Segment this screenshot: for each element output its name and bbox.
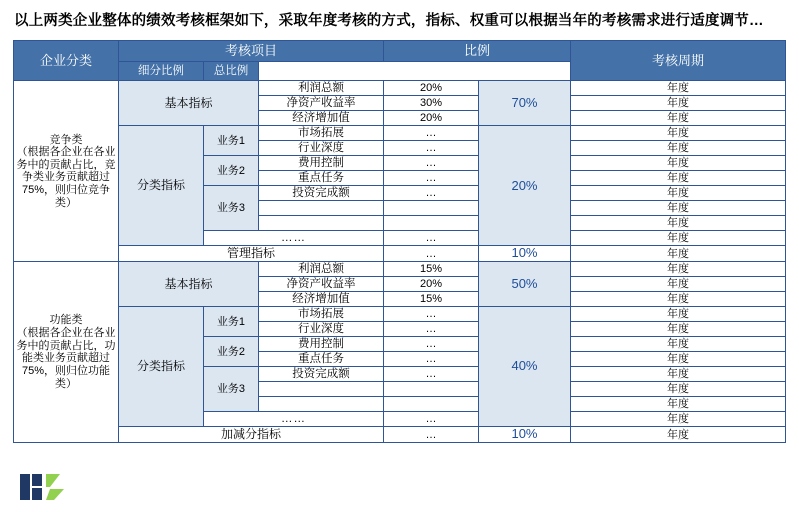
category-note-0: （根据各企业在各业务中的贡献占比，竞争类业务贡献超过75%，则归位竞争类） <box>16 146 116 209</box>
business-label: 业务1 <box>203 307 258 337</box>
period-cell: 年度 <box>571 397 786 412</box>
item-cell: 行业深度 <box>258 141 383 156</box>
item-cell: 净资产收益率 <box>258 277 383 292</box>
period-cell: 年度 <box>571 186 786 201</box>
item-cell: 费用控制 <box>258 156 383 171</box>
last-indicator-label-0: 管理指标 <box>118 246 383 262</box>
intro-paragraph: 以上两类企业整体的绩效考核框架如下，采取年度考核的方式，指标、权重可以根据当年的考核需求进行适度调节… <box>14 13 764 29</box>
category-note-1: （根据各企业在各业务中的贡献占比，功能类业务贡献超过75%，则归位功能类） <box>16 327 116 390</box>
period-cell: 年度 <box>571 262 786 277</box>
item-cell: 经济增加值 <box>258 292 383 307</box>
classified-total-0: 20% <box>478 126 570 246</box>
period-cell: 年度 <box>571 307 786 322</box>
period-cell: 年度 <box>571 201 786 216</box>
item-cell: 行业深度 <box>258 322 383 337</box>
item-cell: 市场拓展 <box>258 307 383 322</box>
category-title-1: 功能类 <box>49 314 83 327</box>
basic-total-0: 70% <box>478 81 570 126</box>
ratio-cell: … <box>383 141 478 156</box>
item-cell <box>258 397 383 412</box>
item-cell: 市场拓展 <box>258 126 383 141</box>
item-cell: 投资完成额 <box>258 367 383 382</box>
period-cell: 年度 <box>571 246 786 262</box>
ratio-cell: … <box>383 427 478 443</box>
business-label: 业务2 <box>203 337 258 367</box>
ratio-cell: … <box>383 307 478 322</box>
ellipsis-item: …… <box>203 231 383 246</box>
ratio-cell: … <box>383 126 478 141</box>
header-period: 考核周期 <box>571 41 786 81</box>
period-cell: 年度 <box>571 352 786 367</box>
header-item: 考核项目 <box>118 41 383 62</box>
item-cell: 投资完成额 <box>258 186 383 201</box>
item-cell <box>258 382 383 397</box>
item-cell: 重点任务 <box>258 352 383 367</box>
period-cell: 年度 <box>571 126 786 141</box>
business-label: 业务3 <box>203 186 258 231</box>
last-indicator-total-1: 10% <box>478 427 570 443</box>
category-cell-0 <box>13 81 118 262</box>
period-cell: 年度 <box>571 231 786 246</box>
period-cell: 年度 <box>571 292 786 307</box>
ratio-cell: … <box>383 246 478 262</box>
header-ratio-total: 总比例 <box>203 62 258 81</box>
ratio-cell: … <box>383 367 478 382</box>
ratio-cell <box>383 201 478 216</box>
ratio-cell: … <box>383 171 478 186</box>
ratio-cell: … <box>383 412 478 427</box>
item-cell: 利润总额 <box>258 262 383 277</box>
item-cell: 经济增加值 <box>258 111 383 126</box>
ratio-cell: … <box>383 352 478 367</box>
classified-total-1: 40% <box>478 307 570 427</box>
period-cell: 年度 <box>571 382 786 397</box>
category-title-0: 竞争类 <box>49 133 83 146</box>
ratio-cell: 15% <box>383 292 478 307</box>
category-cell-1 <box>13 262 118 443</box>
period-cell: 年度 <box>571 337 786 352</box>
header-ratio: 比例 <box>383 41 570 62</box>
ratio-cell: … <box>383 322 478 337</box>
ratio-cell: … <box>383 156 478 171</box>
classified-group-label-0: 分类指标 <box>118 126 203 246</box>
ratio-cell: 30% <box>383 96 478 111</box>
period-cell: 年度 <box>571 216 786 231</box>
ratio-cell <box>383 382 478 397</box>
item-cell: 利润总额 <box>258 81 383 96</box>
ratio-cell <box>383 216 478 231</box>
period-cell: 年度 <box>571 111 786 126</box>
classified-group-label-1: 分类指标 <box>118 307 203 427</box>
business-label: 业务3 <box>203 367 258 412</box>
period-cell: 年度 <box>571 367 786 382</box>
ratio-cell: 20% <box>383 111 478 126</box>
last-indicator-label-1: 加减分指标 <box>118 427 383 443</box>
last-indicator-total-0: 10% <box>478 246 570 262</box>
period-cell: 年度 <box>571 141 786 156</box>
period-cell: 年度 <box>571 171 786 186</box>
header-category: 企业分类 <box>13 41 118 81</box>
business-label: 业务1 <box>203 126 258 156</box>
period-cell: 年度 <box>571 322 786 337</box>
ratio-cell: … <box>383 231 478 246</box>
item-cell: 费用控制 <box>258 337 383 352</box>
company-logo-icon <box>20 470 68 504</box>
basic-group-label-0: 基本指标 <box>118 81 258 126</box>
ratio-cell: 15% <box>383 262 478 277</box>
item-cell: 净资产收益率 <box>258 96 383 111</box>
basic-total-1: 50% <box>478 262 570 307</box>
item-cell <box>258 201 383 216</box>
assessment-framework-table <box>13 40 786 443</box>
ratio-cell: … <box>383 186 478 201</box>
ratio-cell: 20% <box>383 277 478 292</box>
ratio-cell: 20% <box>383 81 478 96</box>
period-cell: 年度 <box>571 81 786 96</box>
basic-group-label-1: 基本指标 <box>118 262 258 307</box>
ratio-cell: … <box>383 337 478 352</box>
period-cell: 年度 <box>571 277 786 292</box>
header-ratio-sub: 细分比例 <box>118 62 203 81</box>
period-cell: 年度 <box>571 156 786 171</box>
period-cell: 年度 <box>571 427 786 443</box>
ellipsis-item: …… <box>203 412 383 427</box>
period-cell: 年度 <box>571 412 786 427</box>
item-cell <box>258 216 383 231</box>
item-cell: 重点任务 <box>258 171 383 186</box>
business-label: 业务2 <box>203 156 258 186</box>
period-cell: 年度 <box>571 96 786 111</box>
ratio-cell <box>383 397 478 412</box>
